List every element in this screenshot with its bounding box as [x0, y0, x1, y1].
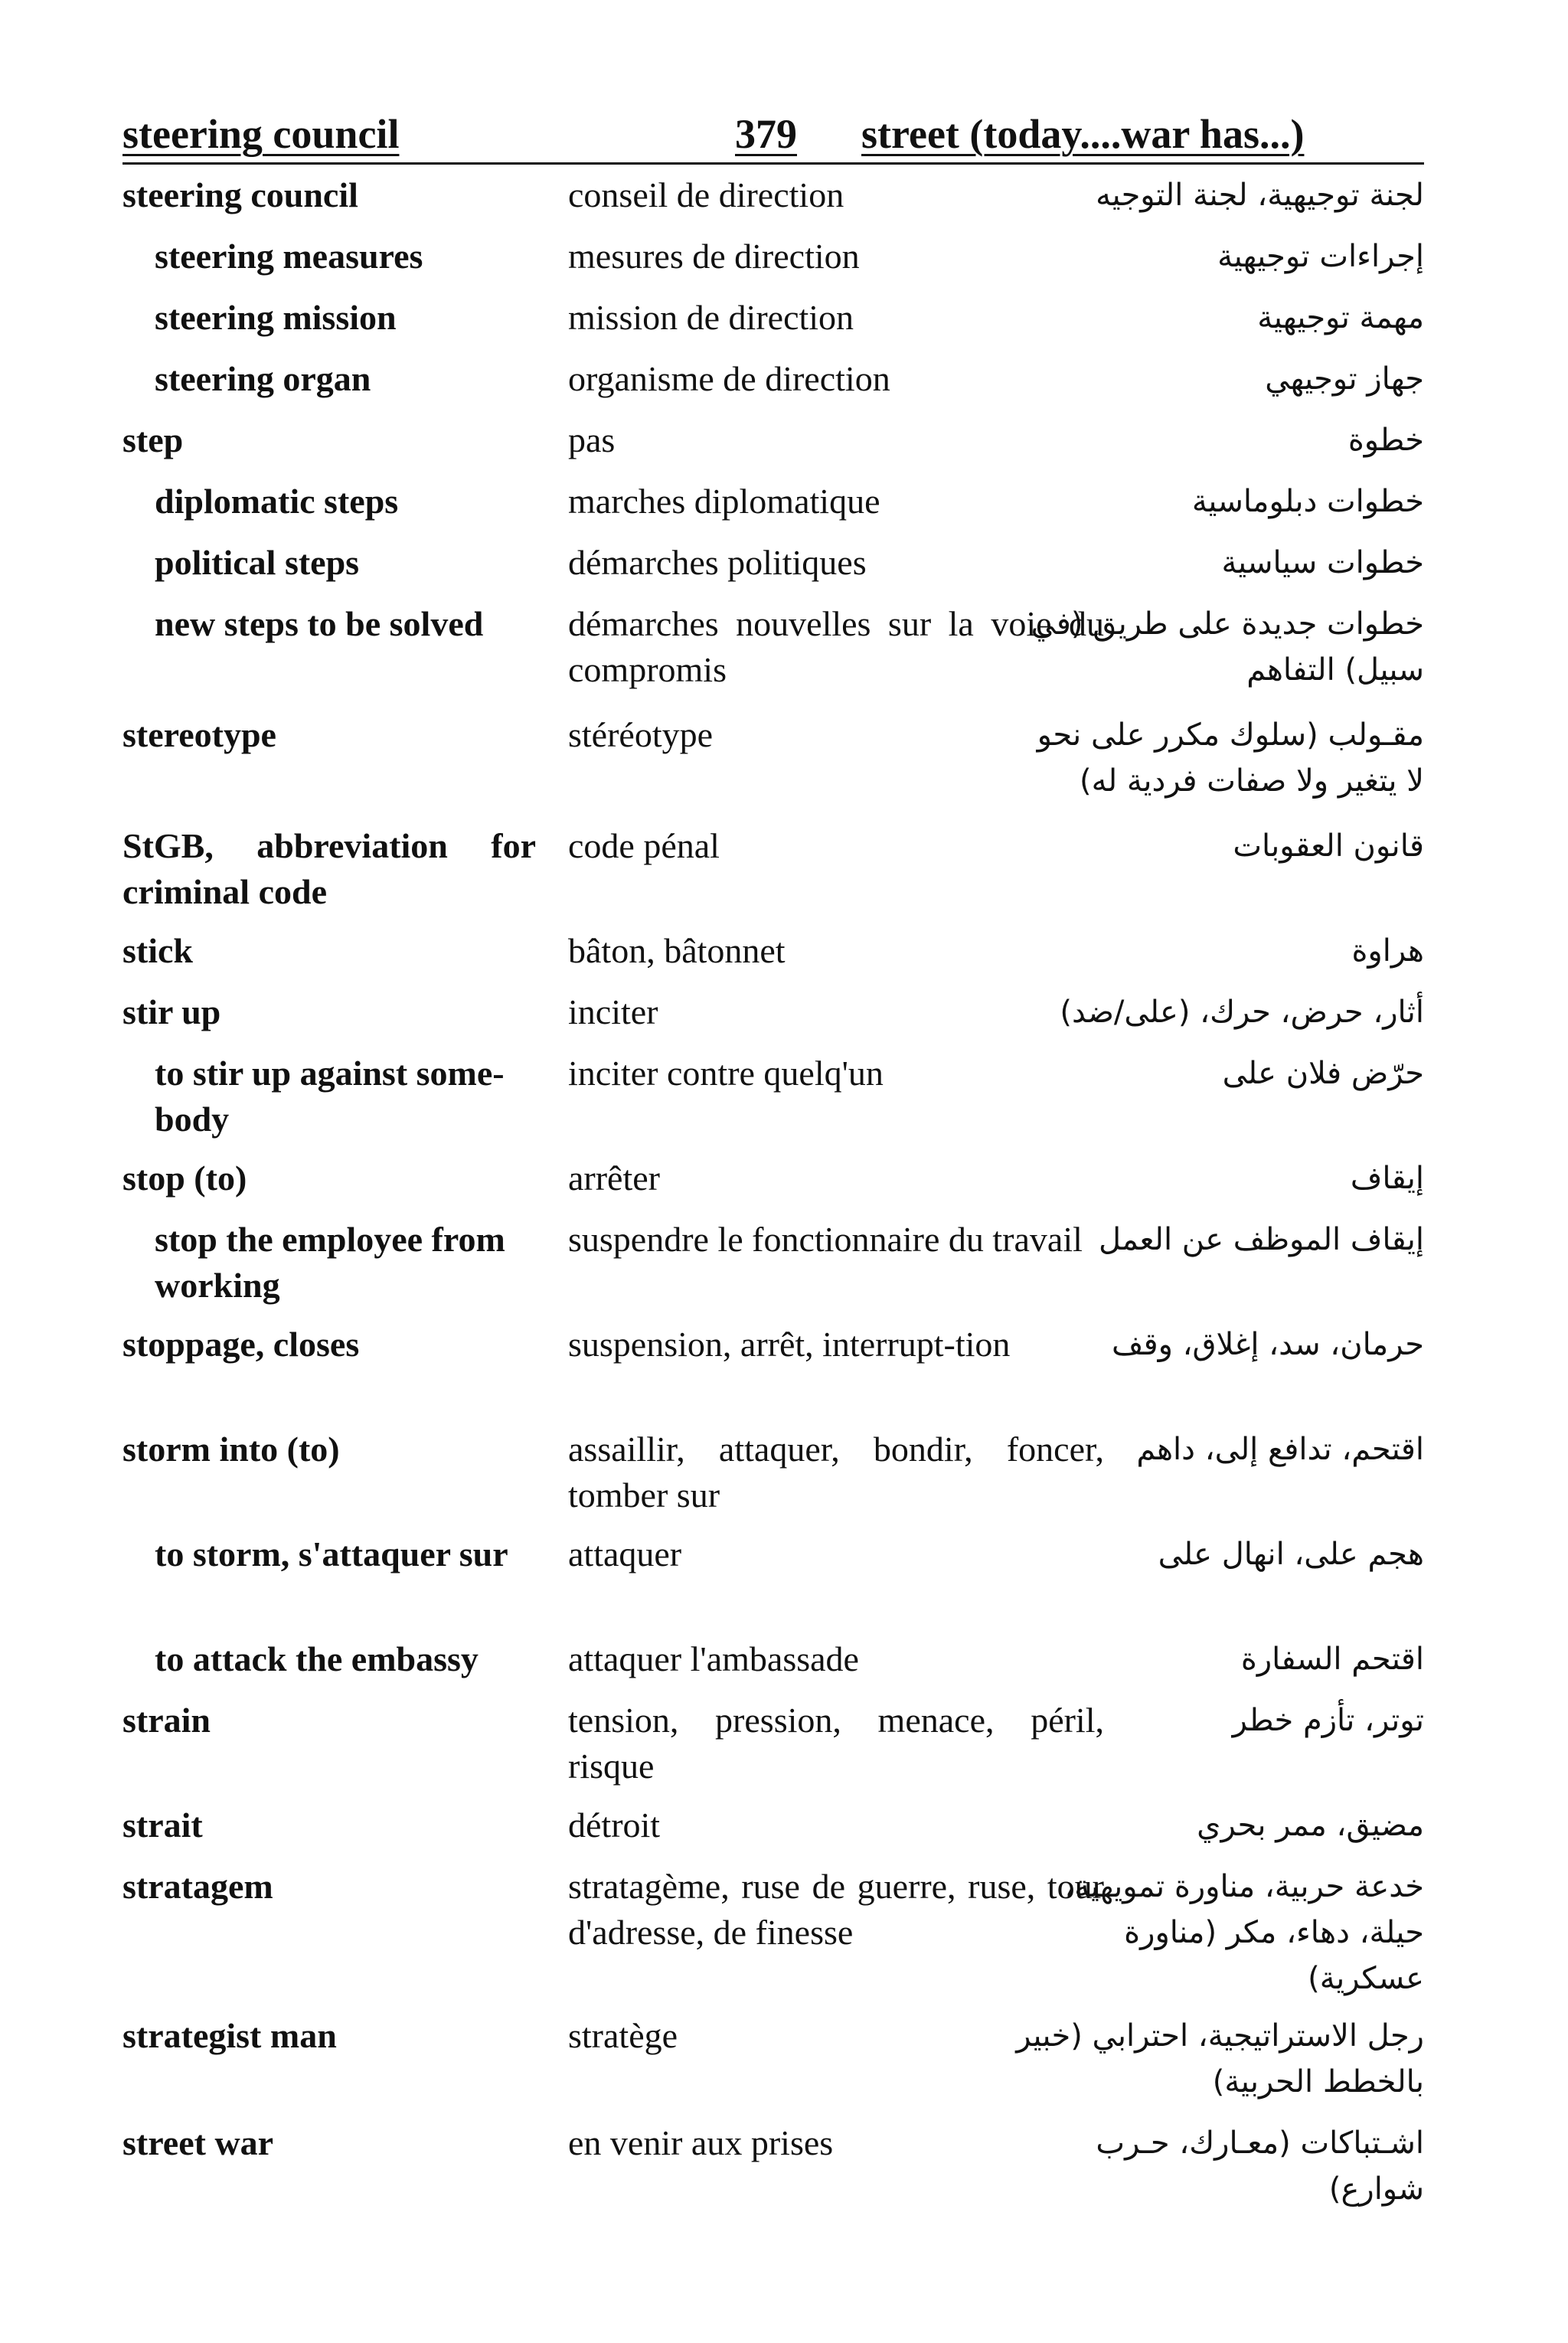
entry-english: stop the employee from working [155, 1220, 505, 1305]
entry-arabic: اشـتباكات (معـارك، حـرب شوارع) [1096, 2126, 1424, 2207]
entry-french: inciter contre quelq'un [568, 1054, 884, 1093]
entry-french: tension, pression, menace, péril, risque [568, 1701, 1104, 1786]
entry-english: new steps to be solved [155, 604, 484, 643]
entry-english: stratagem [122, 1867, 273, 1906]
entry-french: suspendre le fonctionnaire du travail [568, 1220, 1083, 1259]
entry-arabic: أثار، حرض، حرك، (على/ضد) [1060, 995, 1424, 1030]
entry-english: diplomatic steps [155, 482, 399, 521]
entry-arabic: خطوات دبلوماسية [1191, 484, 1424, 519]
entry-french: conseil de direction [568, 175, 844, 214]
entry-arabic: حرمان، سد، إغلاق، وقف [1112, 1327, 1424, 1362]
entry [122, 601, 1424, 712]
entry-arabic: إجراءات توجيهية [1217, 239, 1424, 274]
entry-english: stick [122, 931, 193, 970]
header-left-guide-word: steering council [122, 111, 400, 157]
entry-french: démarches nouvelles sur la voie du compromis [568, 604, 1104, 689]
entry-arabic: خطوات جديدة على طريق (في سبيل) التفاهم [1031, 606, 1424, 688]
entry-arabic: إيقاف [1350, 1161, 1424, 1196]
entry-arabic: هجم على، انهال على [1158, 1537, 1424, 1572]
entry [122, 295, 1424, 356]
entry-arabic: اقتحم، تدافع إلى، داهم [1136, 1432, 1424, 1467]
entry-arabic: خدعة حربية، مناورة تمويهية، حيلة، دهاء، مكر (مناورة عسكرية) [1064, 1869, 1424, 1996]
header-right-guide-word: street (today....war has...) [861, 111, 1305, 157]
entry-english: steering organ [155, 359, 371, 398]
dictionary-entries [122, 172, 1424, 2227]
entry-arabic: إيقاف الموظف عن العمل [1099, 1222, 1424, 1257]
entry-arabic: هراوة [1351, 933, 1424, 969]
entry-arabic: مقـولب (سلوك مكرر على نحو لا يتغير ولا صفات فردية له) [1037, 717, 1424, 799]
entry [122, 712, 1424, 823]
entry [122, 928, 1424, 989]
entry [122, 1322, 1424, 1426]
entry-french: en venir aux prises [568, 2123, 834, 2162]
entry-arabic: مضيق، ممر بحري [1197, 1808, 1424, 1843]
entry-french: attaquer l'ambassade [568, 1639, 859, 1678]
entry-french: mesures de direction [568, 237, 860, 276]
entry [122, 2013, 1424, 2120]
entry-english: street war [122, 2123, 274, 2162]
entry-english: step [122, 420, 184, 459]
entry-french: marches diplomatique [568, 482, 880, 521]
entry [122, 2120, 1424, 2227]
entry-french: suspension, arrêt, interrupt-tion [568, 1325, 1011, 1364]
entry [122, 1426, 1424, 1531]
entry-english: to storm, s'attaquer sur [155, 1534, 508, 1573]
entry-french: inciter [568, 992, 658, 1031]
entry-english: storm into (to) [122, 1430, 340, 1469]
page-header [122, 107, 1424, 161]
entry-french: assaillir, attaquer, bondir, foncer, tomber sur [568, 1430, 1104, 1515]
entry-french: stéréotype [568, 715, 714, 754]
header-rule [122, 162, 1424, 165]
entry-english: stereotype [122, 715, 276, 754]
entry-french: organisme de direction [568, 359, 890, 398]
entry [122, 1531, 1424, 1636]
entry-arabic: لجنة توجيهية، لجنة التوجيه [1096, 178, 1424, 213]
entry-english: stoppage, closes [122, 1325, 360, 1364]
entry-english: strain [122, 1701, 211, 1740]
entry-arabic: خطوات سياسية [1221, 545, 1424, 580]
entry-french: démarches politiques [568, 543, 867, 582]
entry-french: bâton, bâtonnet [568, 931, 786, 970]
entry-french: attaquer [568, 1534, 682, 1573]
entry-french: détroit [568, 1805, 661, 1845]
entry [122, 989, 1424, 1051]
entry [122, 540, 1424, 601]
entry-english: stop (to) [122, 1158, 247, 1198]
entry [122, 172, 1424, 234]
entry [122, 417, 1424, 479]
entry-arabic: اقتحم السفارة [1240, 1642, 1424, 1677]
entry-french: arrêter [568, 1158, 660, 1198]
entry-arabic: حرّض فلان على [1222, 1056, 1424, 1091]
entry-english: strait [122, 1805, 203, 1845]
entry-english: strategist man [122, 2016, 337, 2055]
entry-french: stratège [568, 2016, 678, 2055]
entry-english: stir up [122, 992, 221, 1031]
entry-english: steering council [122, 175, 358, 214]
entry-french: stratagème, ruse de guerre, ruse, tour d'adresse, de finesse [568, 1867, 1104, 1952]
entry [122, 1155, 1424, 1217]
entry [122, 234, 1424, 295]
entry-english: StGB, abbreviation for criminal code [122, 826, 536, 911]
entry-english: steering mission [155, 298, 397, 337]
entry-french: mission de direction [568, 298, 854, 337]
entry-french: pas [568, 420, 616, 459]
entry [122, 1636, 1424, 1698]
entry [122, 1864, 1424, 2013]
entry-arabic: توتر، تأزم خطر [1232, 1703, 1424, 1738]
entry [122, 1698, 1424, 1802]
entry-english: steering measures [155, 237, 423, 276]
entry-french: code pénal [568, 826, 720, 865]
entry [122, 1802, 1424, 1864]
entry [122, 1051, 1424, 1155]
entry [122, 823, 1424, 928]
entry-arabic: خطوة [1348, 423, 1424, 458]
entry-arabic: رجل الاستراتيجية، احترابي (خبير بالخطط الحربية) [1016, 2018, 1424, 2100]
entry-english: to attack the embassy [155, 1639, 479, 1678]
entry-english: political steps [155, 543, 360, 582]
entry-arabic: مهمة توجيهية [1257, 300, 1424, 335]
entry [122, 479, 1424, 540]
entry [122, 1217, 1424, 1322]
entry-arabic: قانون العقوبات [1233, 828, 1424, 864]
page-number: 379 [735, 111, 797, 157]
entry [122, 356, 1424, 417]
entry-english: to stir up against some-body [155, 1054, 505, 1139]
entry-arabic: جهاز توجيهي [1265, 361, 1424, 397]
